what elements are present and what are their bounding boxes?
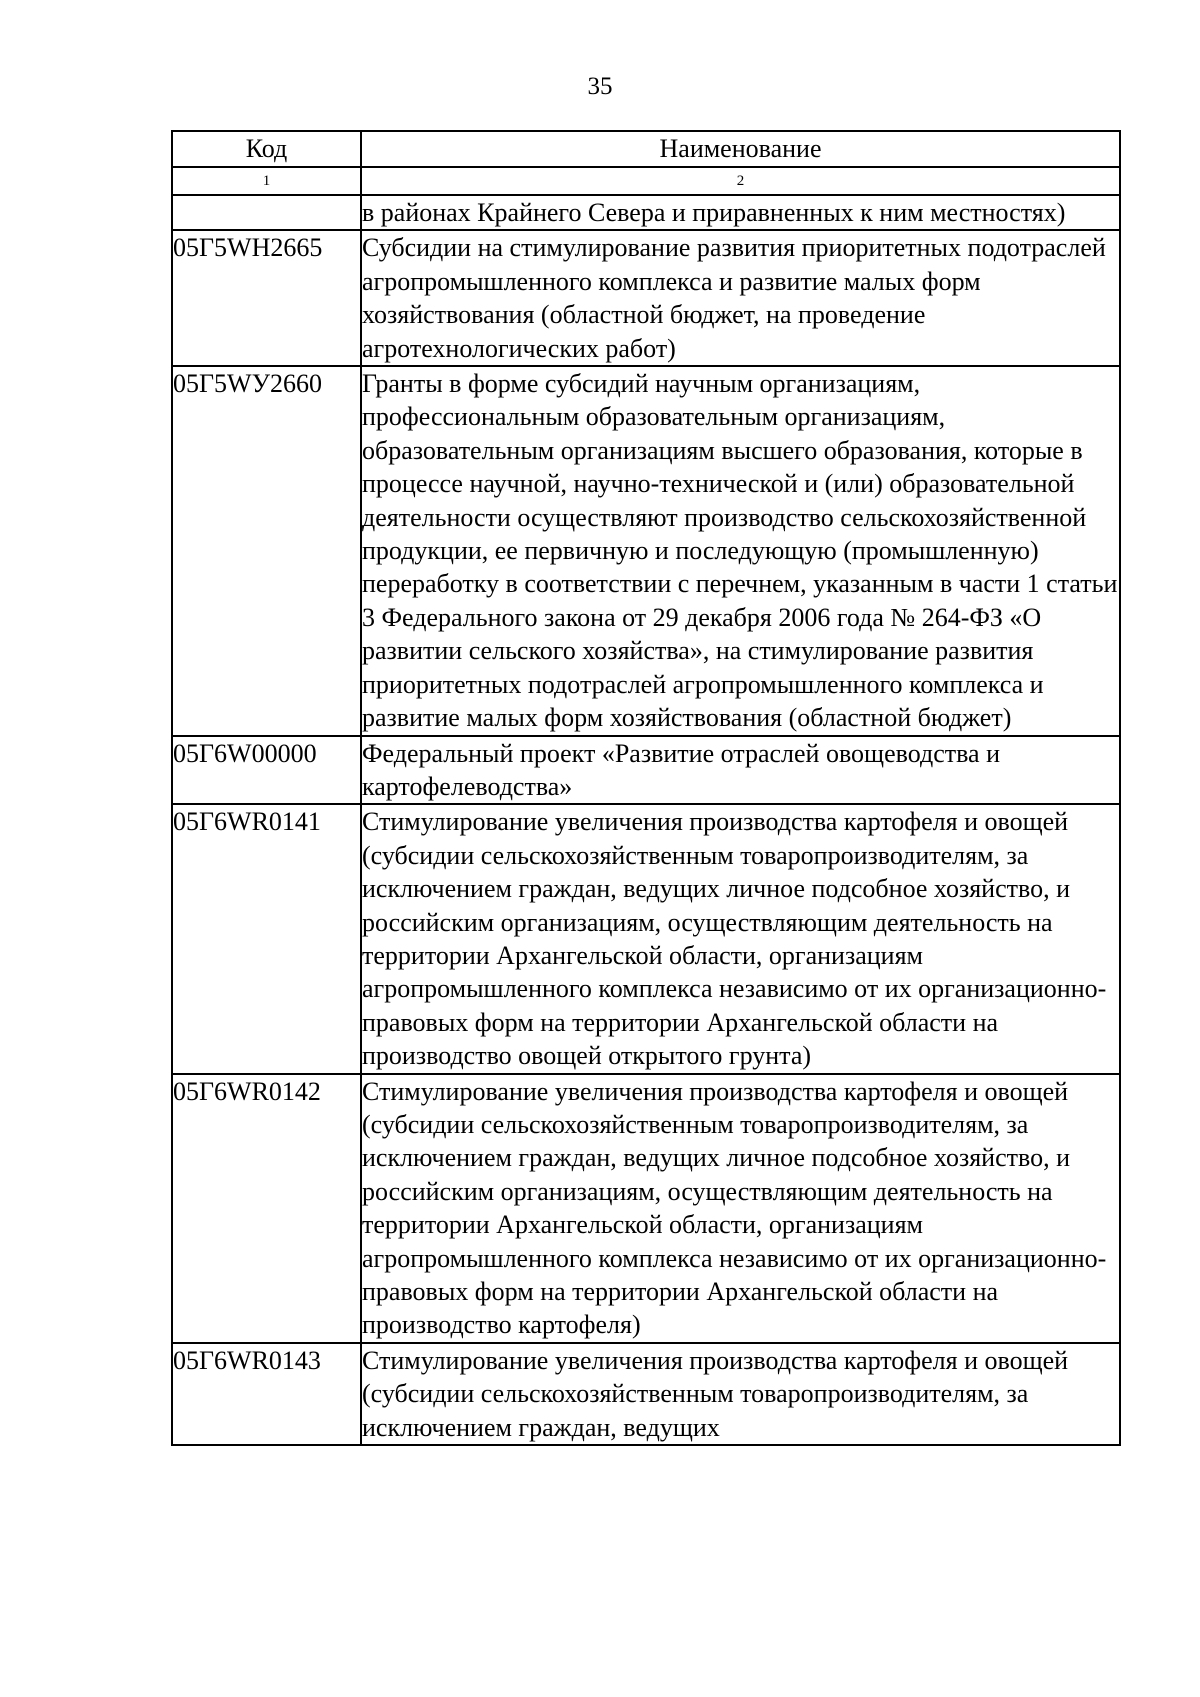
column-number-name: 2 <box>361 167 1120 195</box>
column-number-row <box>172 167 1120 195</box>
column-number-code: 1 <box>172 167 361 195</box>
row-code <box>172 195 361 230</box>
row-name: Стимулирование увеличения производства картофеля и овощей (субсидии сельскохозяйственным товаропроизводителям, за исключением граждан, ведущих личное подсобное хозяйство, и российским организациям, осуществляющим деятельность на территории Архангельской области, организациям агропромышленного комплекса независимо от их организационно-правовых форм на территории Архангельской области на производство овощей открытого грунта) <box>361 804 1120 1073</box>
row-code: 05Г5WН2665 <box>172 230 361 366</box>
header-name: Наименование <box>361 131 1120 167</box>
budget-code-table <box>171 130 1121 1446</box>
table-header-row <box>172 131 1120 167</box>
row-name: Федеральный проект «Развитие отраслей овощеводства и картофелеводства» <box>361 736 1120 805</box>
row-name: Стимулирование увеличения производства картофеля и овощей (субсидии сельскохозяйственным товаропроизводителям, за исключением граждан, ведущих личное подсобное хозяйство, и российским организациям, осуществляющим деятельность на территории Архангельской области, организациям агропромышленного комплекса независимо от их организационно-правовых форм на территории Архангельской области на производство картофеля) <box>361 1074 1120 1343</box>
table-row <box>172 804 1120 1073</box>
row-code: 05Г6W00000 <box>172 736 361 805</box>
row-name: Субсидии на стимулирование развития приоритетных подотраслей агропромышленного комплекса и развитие малых форм хозяйствования (областной бюджет, на проведение агротехнологических работ) <box>361 230 1120 366</box>
row-code: 05Г6WR0141 <box>172 804 361 1073</box>
table-row <box>172 736 1120 805</box>
row-name: в районах Крайнего Севера и приравненных к ним местностях) <box>361 195 1120 230</box>
row-code: 05Г5WУ2660 <box>172 366 361 735</box>
table-row <box>172 1343 1120 1445</box>
row-code: 05Г6WR0143 <box>172 1343 361 1445</box>
header-code: Код <box>172 131 361 167</box>
row-name: Гранты в форме субсидий научным организациям, профессиональным образовательным организациям, образовательным организациям высшего образования, которые в процессе научной, научно-технической и (или) образовательной деятельности осуществляют производство сельскохозяйственной продукции, ее первичную и последующую (промышленную) переработку в соответствии с перечнем, указанным в части 1 статьи 3 Федерального закона от 29 декабря 2006 года № 264-ФЗ «О развитии сельского хозяйства», на стимулирование развития приоритетных подотраслей агропромышленного комплекса и развитие малых форм хозяйствования (областной бюджет) <box>361 366 1120 735</box>
table-row <box>172 195 1120 230</box>
row-name: Стимулирование увеличения производства картофеля и овощей (субсидии сельскохозяйственным товаропроизводителям, за исключением граждан, ведущих <box>361 1343 1120 1445</box>
table-row <box>172 230 1120 366</box>
table-row <box>172 1074 1120 1343</box>
row-code: 05Г6WR0142 <box>172 1074 361 1343</box>
page-number: 35 <box>587 73 613 100</box>
table-row <box>172 366 1120 735</box>
